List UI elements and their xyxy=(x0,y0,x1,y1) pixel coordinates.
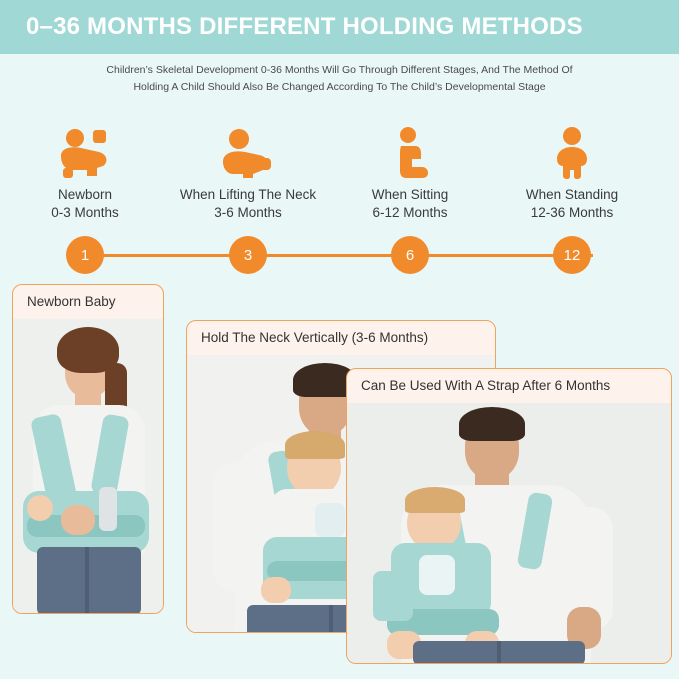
mother-holding-newborn-in-carrier-photo xyxy=(13,319,163,613)
stage-months: 6-12 Months xyxy=(372,205,448,220)
stage-label xyxy=(0,186,170,222)
baby-lifting-neck-icon xyxy=(163,118,333,180)
stage-list xyxy=(0,118,679,228)
stage-title: Newborn xyxy=(57,187,113,202)
stage-title: When Sitting xyxy=(371,187,449,202)
stage-label xyxy=(325,186,495,222)
baby-standing-icon xyxy=(487,118,657,180)
timeline-line xyxy=(86,254,593,257)
timeline-node-12: 12 xyxy=(553,236,591,274)
subtitle xyxy=(0,62,679,96)
timeline xyxy=(0,236,679,276)
photo-card-with-strap xyxy=(346,368,672,664)
timeline-node-3: 3 xyxy=(229,236,267,274)
stage-months: 3-6 Months xyxy=(214,205,282,220)
header-bar xyxy=(0,0,679,54)
stage-months: 0-3 Months xyxy=(51,205,119,220)
stage-item-standing xyxy=(487,118,657,222)
timeline-node-6: 6 xyxy=(391,236,429,274)
card-title: Hold The Neck Vertically (3-6 Months) xyxy=(201,330,429,345)
stage-title: When Lifting The Neck xyxy=(179,187,317,202)
stage-label xyxy=(163,186,333,222)
newborn-lying-baby-icon xyxy=(0,118,170,180)
stage-title: When Standing xyxy=(525,187,619,202)
stage-item-lifting-neck xyxy=(163,118,333,222)
stage-label xyxy=(487,186,657,222)
stage-item-newborn xyxy=(0,118,170,222)
subtitle-line-2: Holding A Child Should Also Be Changed According To The Child’s Developmental Stage xyxy=(133,81,546,93)
page-title: 0–36 MONTHS DIFFERENT HOLDING METHODS xyxy=(26,13,583,40)
stage-months: 12-36 Months xyxy=(530,205,614,220)
baby-sitting-icon xyxy=(325,118,495,180)
father-carrying-baby-with-hip-seat-strap-photo xyxy=(347,403,671,663)
photo-card-newborn xyxy=(12,284,164,614)
stage-item-sitting xyxy=(325,118,495,222)
subtitle-line-1: Children’s Skeletal Development 0-36 Months Will Go Through Different Stages, And The Method Of xyxy=(106,64,573,76)
timeline-node-1: 1 xyxy=(66,236,104,274)
card-title: Can Be Used With A Strap After 6 Months xyxy=(361,378,611,393)
card-title: Newborn Baby xyxy=(27,294,116,309)
